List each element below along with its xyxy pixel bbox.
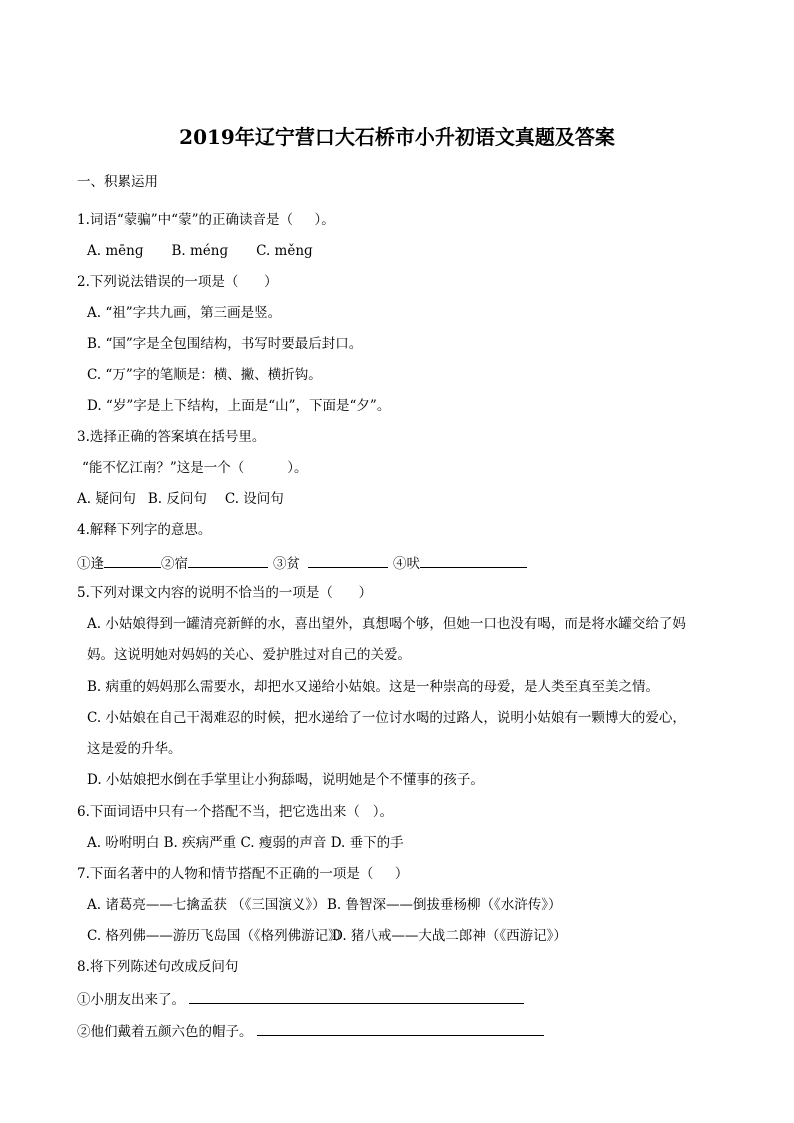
question-3: 3.选择正确的答案填在括号里。 bbox=[77, 429, 266, 445]
q4-item-1: ①逢 bbox=[77, 556, 104, 572]
q6-option-c: C. 瘦弱的声音 bbox=[240, 835, 327, 851]
q3-option-a: A. 疑问句 bbox=[77, 491, 136, 507]
q5-option-a-cont: 妈。这说明她对妈妈的关心、爱护胜过对自己的关爱。 bbox=[87, 647, 411, 663]
q2-option-a: A. “祖”字共九画，第三画是竖。 bbox=[87, 305, 282, 321]
q5-option-c-cont: 这是爱的升华。 bbox=[87, 741, 182, 757]
q2-option-d: D. “岁”字是上下结构，上面是“山”，下面是“夕”。 bbox=[87, 398, 391, 414]
q1-option-a: A. mēnɡ bbox=[87, 243, 144, 259]
q8-item-2-text: ②他们戴着五颜六色的帽子。 bbox=[77, 1024, 253, 1040]
q7-option-a: A. 诸葛亮——七擒孟获 （《三国演义》） bbox=[87, 897, 326, 913]
question-2: 2.下列说法错误的一项是（ ） bbox=[77, 274, 278, 290]
q1-options bbox=[87, 242, 313, 260]
page-title: 2019年辽宁营口大石桥市小升初语文真题及答案 bbox=[179, 125, 615, 149]
question-1: 1.词语“蒙骗”中“蒙”的正确读音是（ ）。 bbox=[77, 212, 335, 228]
q2-option-b: B. “国”字是全包围结构，书写时要最后封口。 bbox=[87, 336, 363, 352]
q8-item-1-text: ①小朋友出来了。 bbox=[77, 992, 185, 1008]
q4-item-4: ④吠 bbox=[393, 556, 420, 572]
q5-option-d: D. 小姑娘把水倒在手掌里让小狗舔喝，说明她是个不懂事的孩子。 bbox=[87, 772, 484, 788]
q5-option-a: A. 小姑娘得到一罐清亮新鲜的水，喜出望外，真想喝个够，但她一口也没有喝，而是将水罐交给了妈 bbox=[87, 616, 686, 632]
answer-blank[interactable] bbox=[257, 1021, 544, 1036]
q2-option-c: C. “万”字的笔顺是：横、撇、横折钩。 bbox=[87, 367, 322, 383]
answer-blank[interactable] bbox=[188, 553, 268, 568]
q6-option-b: B. 疾病严重 bbox=[163, 835, 237, 851]
answer-blank[interactable] bbox=[420, 553, 527, 568]
q3-option-c: C. 设问句 bbox=[224, 491, 284, 507]
answer-blank[interactable] bbox=[189, 989, 524, 1004]
q5-option-c: C. 小姑娘在自己干渴难忍的时候，把水递给了一位讨水喝的过路人，说明小姑娘有一颗博大的爱心， bbox=[87, 710, 686, 726]
question-6: 6.下面词语中只有一个搭配不当，把它选出来（ ）。 bbox=[77, 804, 394, 820]
q3-quote: “能不忆江南？”这是一个（ ）。 bbox=[82, 460, 308, 476]
answer-blank[interactable] bbox=[308, 553, 388, 568]
q1-option-b: B. ménɡ bbox=[171, 243, 229, 259]
q7-option-c: C. 格列佛——游历飞岛国（《格列佛游记》） bbox=[87, 928, 349, 944]
q4-item-3: ③贫 bbox=[273, 556, 300, 572]
q4-blanks bbox=[77, 553, 527, 573]
q8-item-2 bbox=[77, 1021, 544, 1041]
question-7: 7.下面名著中的人物和情节搭配不正确的一项是（ ） bbox=[77, 866, 409, 882]
q6-option-d: D. 垂下的手 bbox=[330, 835, 404, 851]
question-8: 8.将下列陈述句改成反问句 bbox=[77, 959, 239, 975]
q3-options bbox=[77, 490, 284, 508]
q8-item-1 bbox=[77, 989, 524, 1009]
q4-item-2: ②宿 bbox=[161, 556, 188, 572]
q6-option-a: A. 吩咐明白 bbox=[87, 835, 160, 851]
q1-option-c: C. měnɡ bbox=[256, 243, 313, 259]
q7-option-b: B. 鲁智深——倒拔垂杨柳（《水浒传》） bbox=[327, 897, 562, 913]
question-5: 5.下列对课文内容的说明不恰当的一项是（ ） bbox=[77, 585, 373, 601]
answer-blank[interactable] bbox=[104, 553, 161, 568]
q7-option-d: D. 猪八戒——大战二郎神（《西游记》） bbox=[332, 928, 567, 944]
q6-options bbox=[87, 834, 404, 852]
question-4: 4.解释下列字的意思。 bbox=[77, 522, 212, 538]
q3-option-b: B. 反问句 bbox=[147, 491, 207, 507]
section-heading: 一、积累运用 bbox=[77, 174, 158, 190]
q5-option-b: B. 病重的妈妈那么需要水，却把水又递给小姑娘。这是一种崇高的母爱，是人类至真至美之情。 bbox=[87, 679, 660, 695]
